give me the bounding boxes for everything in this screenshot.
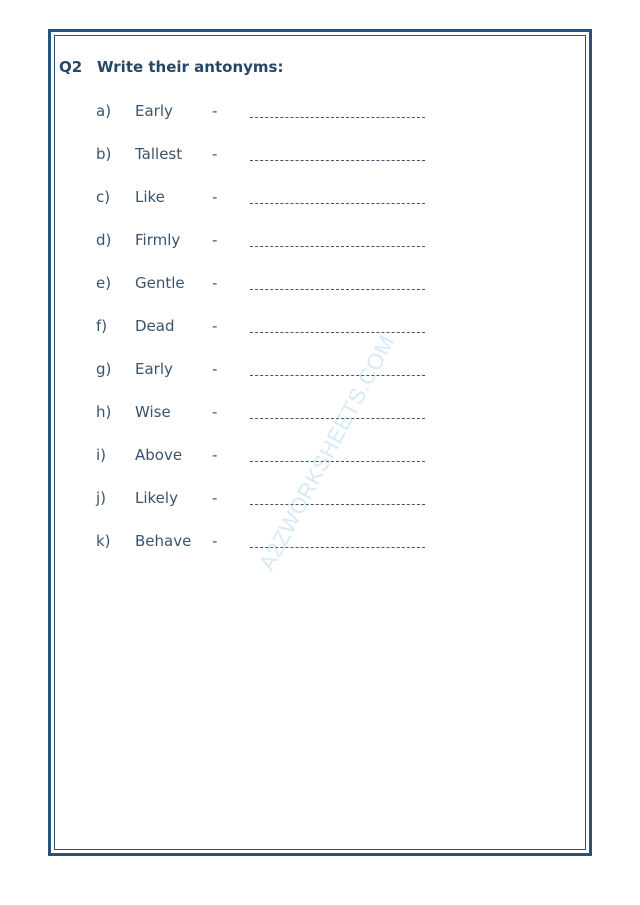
item-word: Above <box>135 446 183 464</box>
item-word: Gentle <box>135 274 185 292</box>
item-letter: i) <box>96 446 107 464</box>
item-letter: e) <box>96 274 112 292</box>
item-word: Behave <box>135 532 192 550</box>
item-dash: - <box>212 231 218 249</box>
item-word: Likely <box>135 489 178 507</box>
item-letter: k) <box>96 532 111 550</box>
item-word: Tallest <box>135 145 183 163</box>
question-instruction: Write their antonyms: <box>97 58 284 76</box>
answer-blank[interactable] <box>250 117 425 118</box>
item-letter: b) <box>96 145 112 163</box>
answer-blank[interactable] <box>250 504 425 505</box>
item-dash: - <box>212 489 218 507</box>
answer-blank[interactable] <box>250 332 425 333</box>
item-dash: - <box>212 188 218 206</box>
item-dash: - <box>212 274 218 292</box>
item-word: Early <box>135 360 173 378</box>
answer-blank[interactable] <box>250 203 425 204</box>
question-heading <box>59 58 283 76</box>
item-word: Wise <box>135 403 171 421</box>
item-letter: d) <box>96 231 112 249</box>
item-letter: c) <box>96 188 111 206</box>
watermark: A2ZWORKSHEETS.COM <box>254 330 400 575</box>
question-number: Q2 <box>59 58 83 76</box>
item-dash: - <box>212 145 218 163</box>
item-letter: a) <box>96 102 112 120</box>
item-letter: g) <box>96 360 112 378</box>
answer-blank[interactable] <box>250 375 425 376</box>
answer-blank[interactable] <box>250 246 425 247</box>
item-letter: h) <box>96 403 112 421</box>
item-word: Like <box>135 188 165 206</box>
item-word: Firmly <box>135 231 181 249</box>
item-dash: - <box>212 532 218 550</box>
answer-blank[interactable] <box>250 160 425 161</box>
item-dash: - <box>212 102 218 120</box>
item-word: Early <box>135 102 173 120</box>
item-letter: f) <box>96 317 108 335</box>
item-dash: - <box>212 403 218 421</box>
item-letter: j) <box>96 489 107 507</box>
item-dash: - <box>212 360 218 378</box>
item-dash: - <box>212 317 218 335</box>
item-dash: - <box>212 446 218 464</box>
item-word: Dead <box>135 317 175 335</box>
answer-blank[interactable] <box>250 289 425 290</box>
